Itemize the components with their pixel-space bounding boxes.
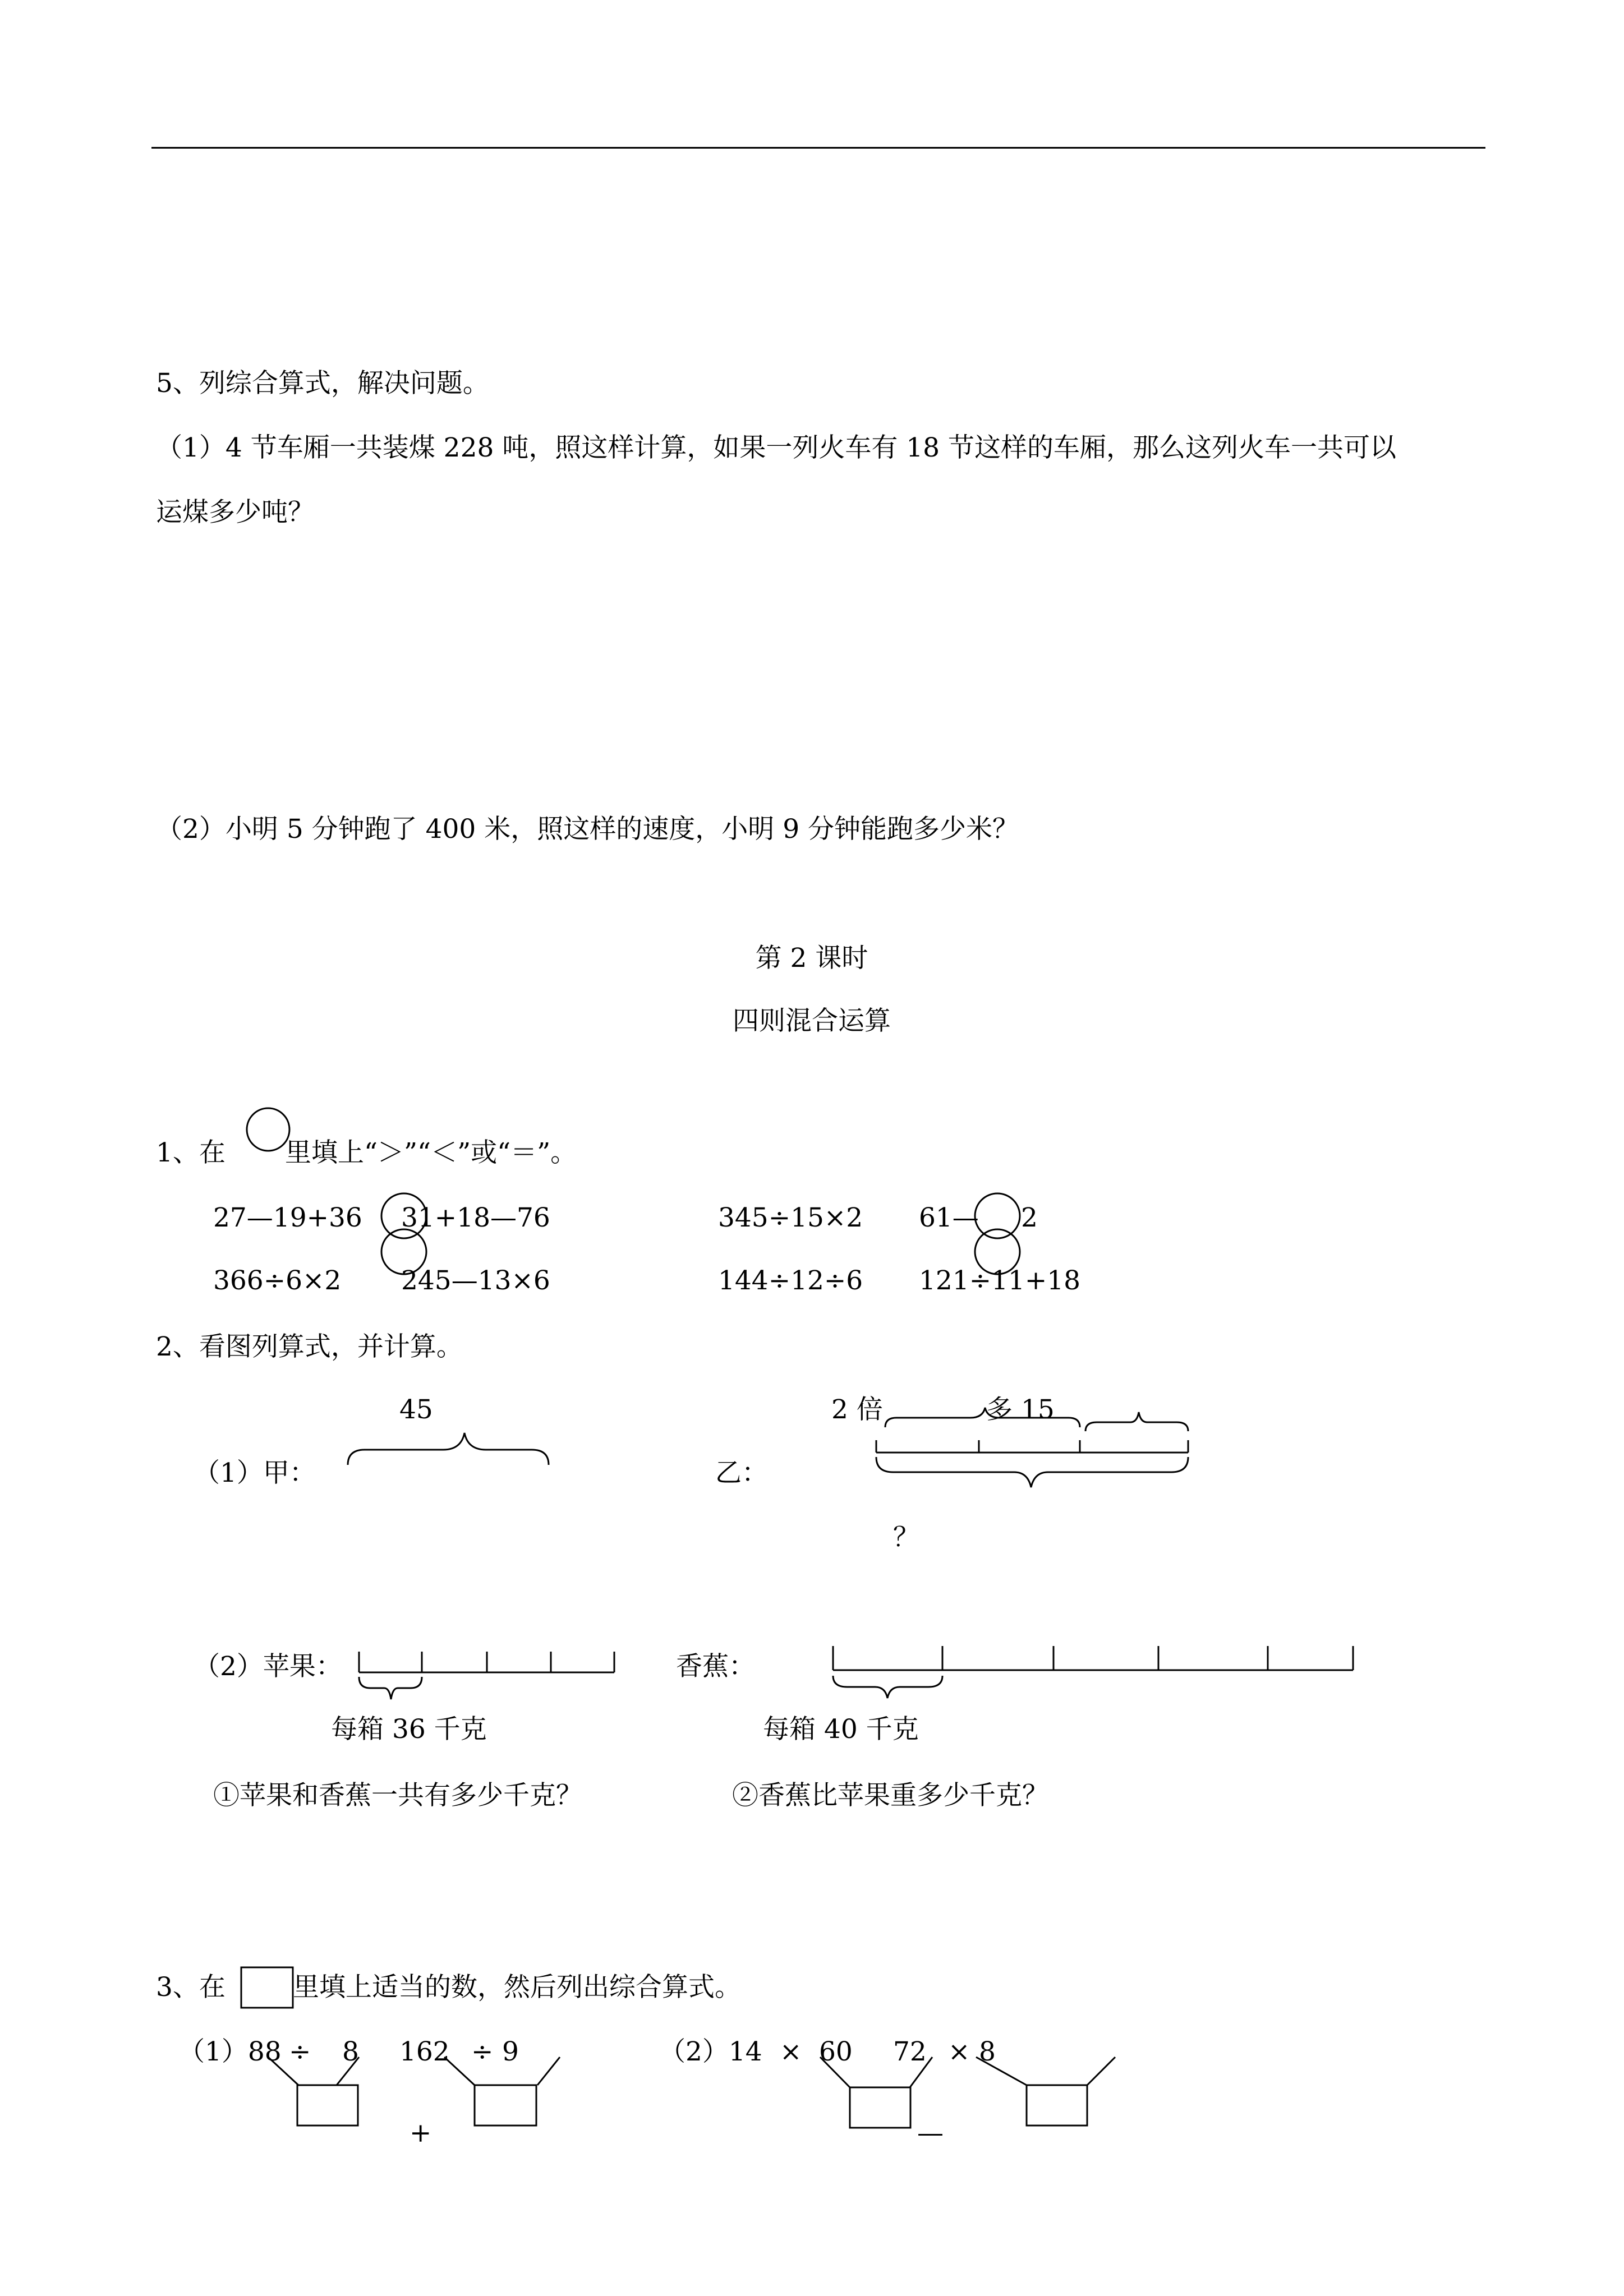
banana-brace	[833, 1676, 942, 1698]
q3p1-connector-b2	[537, 2057, 560, 2085]
q3p1-connector-a1	[268, 2057, 298, 2085]
q2-ask2: ②香蕉比苹果重多少千克？	[732, 1780, 1048, 1811]
q3-p2-mul2: ×	[948, 2036, 970, 2067]
q3-p1-n9: 9	[502, 2036, 519, 2067]
apple-brace	[359, 1677, 422, 1699]
q3-suffix: 里填上适当的数，然后列出综合算式。	[293, 1972, 741, 2003]
answer-circle-r1c1	[381, 1193, 426, 1238]
q1-expr-r2c2: 245—13×6	[401, 1265, 550, 1296]
q1-expr-r1c4b: 2	[1021, 1202, 1038, 1233]
q1-expr-r1c3: 345÷15×2	[718, 1202, 863, 1233]
q3p2-connector-a1	[820, 2057, 850, 2087]
q2-yi-question: ？	[893, 1522, 919, 1553]
q3-p1-n8: 8	[342, 2036, 359, 2067]
q3-p2-n8: 8	[979, 2036, 996, 2067]
lesson-title: 第 2 课时	[755, 943, 868, 974]
q1-expr-r2c3: 144÷12÷6	[718, 1265, 863, 1296]
q3-p2-start: （2）14	[659, 2036, 762, 2067]
yi-top-brace-15	[1085, 1412, 1188, 1431]
q1-expr-r1c4a: 61—	[919, 1202, 979, 1233]
q1-suffix: 里填上“＞”“＜”或“＝”。	[285, 1137, 577, 1168]
answer-box-sample	[241, 1967, 293, 2008]
q3-p2-minus: —	[917, 2118, 944, 2149]
q3-p1-div2: ÷	[471, 2036, 494, 2067]
lesson-subtitle: 四则混合运算	[733, 1006, 891, 1036]
q3-p2-n60: 60	[819, 2036, 853, 2067]
q2-banana-label: 香蕉：	[676, 1651, 755, 1682]
q2-title: 2、看图列算式，并计算。	[156, 1331, 463, 1362]
answer-circle-r1c2	[975, 1193, 1020, 1238]
q1-expr-r2c1: 366÷6×2	[213, 1265, 342, 1296]
yi-top-brace-2x	[885, 1408, 1080, 1427]
q2-jia-label: （1）甲：	[194, 1458, 316, 1488]
q1-prefix: 1、在	[156, 1137, 226, 1168]
q2-apple-label: （2）苹果：	[194, 1651, 342, 1682]
q3p2-connector-b2	[1087, 2057, 1115, 2085]
answer-circle-r2c1	[381, 1229, 426, 1274]
q3p1-answer-box-2	[475, 2085, 536, 2126]
q2-jia-value: 45	[399, 1394, 433, 1425]
q5-part1-line1: （1）4 节车厢一共装煤 228 吨，照这样计算，如果一列火车有 18 节这样的车厢，那么这列火车一共可以	[156, 432, 1397, 463]
q2-yi-times: 2 倍	[831, 1394, 883, 1425]
yi-bottom-brace	[876, 1457, 1188, 1487]
q3p2-answer-box-1	[850, 2087, 910, 2128]
q3-p1-plus: +	[410, 2118, 432, 2149]
q3p1-answer-box-1	[297, 2085, 358, 2126]
q3-prefix: 3、在	[156, 1972, 226, 2003]
q3p1-connector-b1	[444, 2057, 475, 2085]
q3-p1-div1: ÷	[289, 2036, 311, 2067]
q3-p1-start: （1）88	[178, 2036, 282, 2067]
q2-yi-label: 乙：	[715, 1458, 768, 1488]
q3-p2-mul1: ×	[780, 2036, 802, 2067]
answer-circle-r2c2	[975, 1229, 1020, 1274]
answer-circle-sample	[247, 1108, 289, 1151]
q5-part2: （2）小明 5 分钟跑了 400 米，照这样的速度，小明 9 分钟能跑多少米？	[156, 814, 1019, 845]
q2-yi-more: 多 15	[986, 1394, 1055, 1425]
q5-part1-line2: 运煤多少吨？	[156, 497, 314, 528]
q2-apple-box: 每箱 36 千克	[331, 1714, 487, 1745]
q5-title: 5、列综合算式，解决问题。	[156, 368, 489, 399]
q1-expr-r1c1: 27—19+36	[213, 1202, 362, 1233]
q3p1-connector-a2	[337, 2057, 359, 2085]
q2-banana-box: 每箱 40 千克	[763, 1714, 919, 1745]
q3-p1-n162: 162	[399, 2036, 450, 2067]
q1-expr-r1c2: 31+18—76	[401, 1202, 550, 1233]
q3p2-answer-box-2	[1027, 2085, 1087, 2126]
q3-p2-n72: 72	[893, 2036, 927, 2067]
q3p2-connector-b1	[976, 2057, 1027, 2085]
q2-ask1: ①苹果和香蕉一共有多少千克？	[213, 1780, 582, 1811]
q3p2-connector-a2	[910, 2057, 932, 2087]
q1-expr-r2c4: 121÷11+18	[919, 1265, 1081, 1296]
jia-brace	[348, 1433, 549, 1465]
